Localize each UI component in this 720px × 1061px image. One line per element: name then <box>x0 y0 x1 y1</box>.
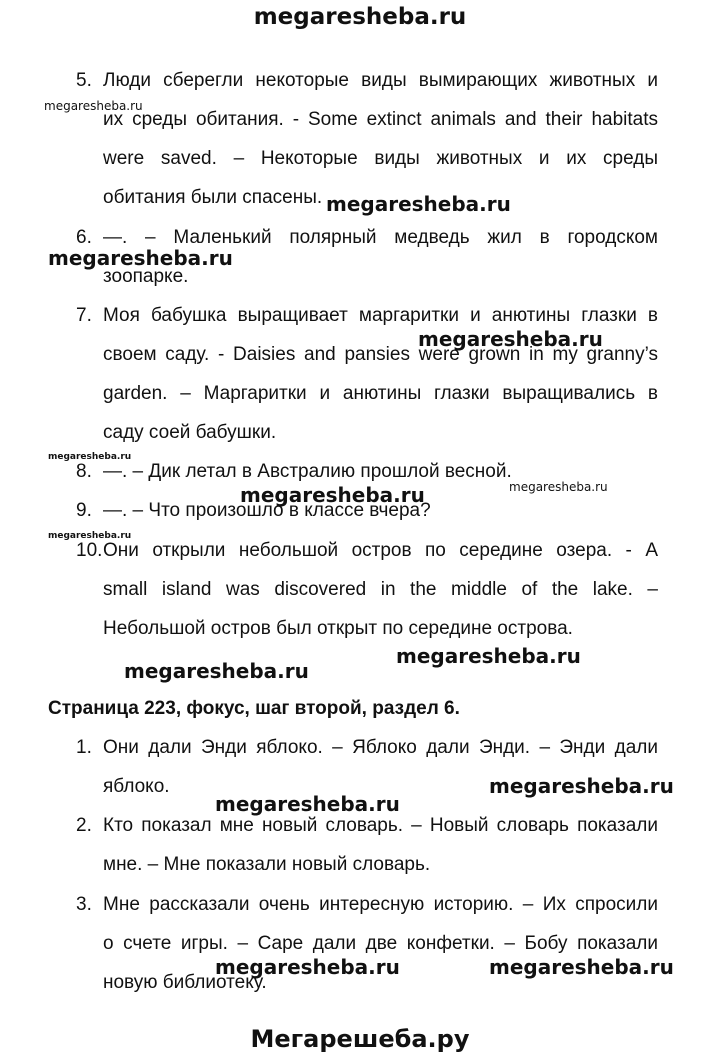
item-number: 5. <box>76 70 92 91</box>
section-item-line: о счете игры. – Саре дали две конфетки. – Бобу показали <box>103 933 658 954</box>
watermark: megaresheba.ru <box>48 246 233 270</box>
item-line: зоопарке. <box>103 266 189 287</box>
section-item-line: Кто показал мне новый словарь. – Новый словарь показали <box>103 815 658 836</box>
section-item-line: Они дали Энди яблоко. – Яблоко дали Энди. – Энди дали <box>103 737 658 758</box>
item-number: 10. <box>76 540 103 561</box>
watermark: megaresheba.ru <box>396 644 581 668</box>
watermark: megaresheba.ru <box>215 792 400 816</box>
item-number: 7. <box>76 305 92 326</box>
item-line: were saved. – Некоторые виды животных и их среды <box>103 148 658 169</box>
watermark: megaresheba.ru <box>48 531 132 541</box>
item-line: —. – Что произошло в классе вчера? <box>103 500 431 521</box>
watermark: megaresheba.ru <box>418 327 603 351</box>
watermark: megaresheba.ru <box>489 774 674 798</box>
item-number: 8. <box>76 461 92 482</box>
section-item-line: новую библиотеку. <box>103 972 267 993</box>
watermark: megaresheba.ru <box>48 452 132 462</box>
item-line: обитания были спасены. <box>103 187 323 208</box>
watermark: megaresheba.ru <box>215 955 400 979</box>
item-number: 9. <box>76 500 92 521</box>
section-item-number: 3. <box>76 894 92 915</box>
site-header: megaresheba.ru <box>253 4 467 30</box>
watermark: megaresheba.ru <box>326 192 511 216</box>
item-line: Небольшой остров был открыт по середине острова. <box>103 618 573 639</box>
item-line: Моя бабушка выращивает маргаритки и анютины глазки в <box>103 305 658 326</box>
section-item-number: 2. <box>76 815 92 836</box>
item-line: small island was discovered in the middle of the lake. – <box>103 579 658 600</box>
section-heading: Страница 223, фокус, шаг второй, раздел 6. <box>48 698 460 719</box>
watermark: megaresheba.ru <box>240 483 425 507</box>
section-item-line: яблоко. <box>103 776 170 797</box>
item-line: Они открыли небольшой остров по середине озера. - A <box>103 540 658 561</box>
section-item-number: 1. <box>76 737 92 758</box>
item-line: саду соей бабушки. <box>103 422 277 443</box>
item-line: их среды обитания. - Some extinct animals and their habitats <box>103 109 658 130</box>
watermark: megaresheba.ru <box>509 480 608 494</box>
section-item-line: мне. – Мне показали новый словарь. <box>103 854 431 875</box>
item-number: 6. <box>76 227 92 248</box>
watermark: megaresheba.ru <box>124 659 309 683</box>
site-footer: Мегарешеба.ру <box>250 1025 470 1053</box>
watermark: megaresheba.ru <box>44 99 143 113</box>
item-line: —. – Дик летал в Австралию прошлой весной. <box>103 461 512 482</box>
section-item-line: Мне рассказали очень интересную историю. – Их спросили <box>103 894 658 915</box>
item-line: —. – Маленький полярный медведь жил в городском <box>103 227 658 248</box>
watermark: megaresheba.ru <box>489 955 674 979</box>
item-line: garden. – Маргаритки и анютины глазки выращивались в <box>103 383 658 404</box>
item-line: своем саду. - Daisies and pansies were grown in my granny’s <box>103 344 658 365</box>
item-line: Люди сберегли некоторые виды вымирающих животных и <box>103 70 658 91</box>
